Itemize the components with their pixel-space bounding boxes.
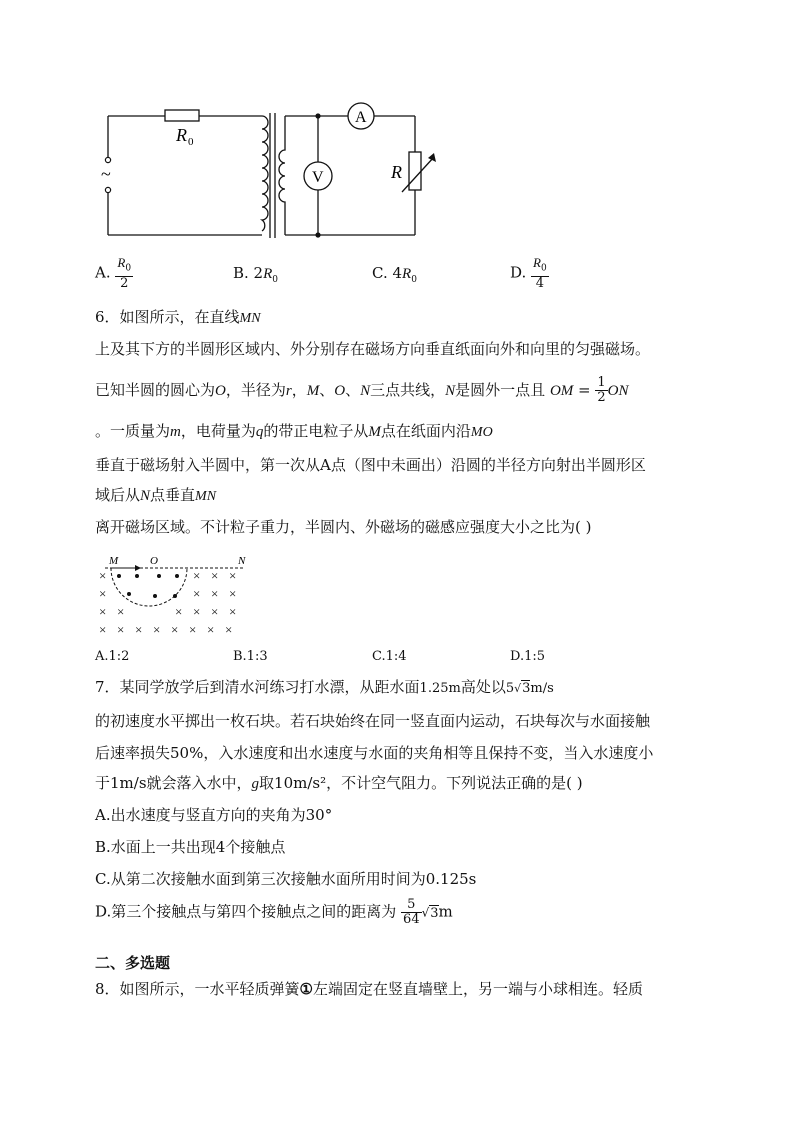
q8-line1: 8．如图所示，一水平轻质弹簧①左端固定在竖直墙壁上，另一端与小球相连。轻质 <box>95 980 644 998</box>
q6-line5: 垂直于磁场射入半圆中，第一次从A点（图中未画出）沿圆的半径方向射出半圆形区 <box>95 456 646 474</box>
svg-text:×: × <box>193 586 201 601</box>
svg-text:R: R <box>391 162 402 182</box>
q6-option-c: C.1:4 <box>372 649 407 664</box>
primary-coil <box>262 116 268 231</box>
svg-text:×: × <box>99 586 107 601</box>
svg-text:M: M <box>109 555 119 567</box>
q6-line4: 。一质量为m，电荷量为q的带正电粒子从M点在纸面内沿MO <box>95 422 493 440</box>
svg-text:×: × <box>99 568 107 583</box>
q5-option-a: A. $\frac{R_0}{2}$ <box>95 255 132 291</box>
svg-text:×: × <box>207 622 215 637</box>
q6-option-b: B.1:3 <box>233 649 268 664</box>
q6-option-a: A.1:2 <box>95 649 130 664</box>
svg-text:~: ~ <box>101 164 111 184</box>
q6-line1: 6．如图所示，在直线MN <box>95 308 261 326</box>
q5-option-d: D. $\frac{R_0}{4}$ <box>510 255 547 291</box>
svg-text:×: × <box>229 604 237 619</box>
svg-text:×: × <box>229 568 237 583</box>
q5-option-c: C. $4R_0$ <box>372 264 417 285</box>
q7-option-a: A.出水速度与竖直方向的夹角为30° <box>95 806 333 824</box>
section-heading: 二、多选题 <box>95 954 171 972</box>
q7-option-b: B.水面上一共出现4个接触点 <box>95 838 286 856</box>
q7-line3: 后速率损失50%，入水速度和出水速度与水面的夹角相等且保持不变，当入水速度小 <box>95 744 654 762</box>
q5-option-b: B. $2R_0$ <box>233 264 279 285</box>
svg-text:×: × <box>153 622 161 637</box>
svg-text:×: × <box>193 568 201 583</box>
svg-text:V: V <box>312 169 324 186</box>
q6-option-d: D.1:5 <box>510 649 546 664</box>
svg-text:×: × <box>225 622 233 637</box>
svg-text:R: R <box>176 125 187 145</box>
magnetic-field-diagram <box>95 548 255 640</box>
rheostat-symbol <box>409 152 421 190</box>
svg-text:N: N <box>238 555 246 567</box>
svg-text:×: × <box>175 604 183 619</box>
q6-line6: 域后从N点垂直MN <box>95 486 217 504</box>
svg-text:A: A <box>355 109 367 126</box>
circuit-diagram <box>0 0 794 250</box>
svg-text:×: × <box>117 604 125 619</box>
q7-line2: 的初速度水平掷出一枚石块。若石块始终在同一竖直面内运动，石块每次与水面接触 <box>95 712 651 730</box>
q7-option-d: D.第三个接触点与第四个接触点之间的距离为 $\frac{5}{64}$ √3m <box>95 897 453 927</box>
resistor-r0 <box>165 110 199 121</box>
svg-text:×: × <box>211 586 219 601</box>
svg-text:O: O <box>150 555 158 567</box>
q6-line3: 已知半圆的圆心为O，半径为r，M、O、N三点共线，N是圆外一点且 OM = $\frac{1}{2}$ ON <box>95 375 629 405</box>
svg-text:×: × <box>211 604 219 619</box>
svg-text:×: × <box>193 604 201 619</box>
svg-text:×: × <box>171 622 179 637</box>
svg-text:×: × <box>189 622 197 637</box>
q7-option-c: C.从第二次接触水面到第三次接触水面所用时间为0.125s <box>95 870 477 888</box>
svg-text:×: × <box>99 604 107 619</box>
svg-text:×: × <box>211 568 219 583</box>
secondary-coil <box>279 116 285 235</box>
svg-text:0: 0 <box>188 136 194 148</box>
q6-line2: 上及其下方的半圆形区域内、外分别存在磁场方向垂直纸面向外和向里的匀强磁场。 <box>95 340 651 358</box>
q7-line4: 于1m/s就会落入水中，g取10m/s²，不计空气阻力。下列说法正确的是( ) <box>95 774 583 792</box>
svg-text:×: × <box>117 622 125 637</box>
svg-text:×: × <box>99 622 107 637</box>
q7-line1: 7．某同学放学后到清水河练习打水漂，从距水面1.25m高处以5√3m/s <box>95 678 554 696</box>
svg-text:×: × <box>229 586 237 601</box>
svg-text:×: × <box>135 622 143 637</box>
q6-line7: 离开磁场区域。不计粒子重力，半圆内、外磁场的磁感应强度大小之比为( ) <box>95 518 592 536</box>
